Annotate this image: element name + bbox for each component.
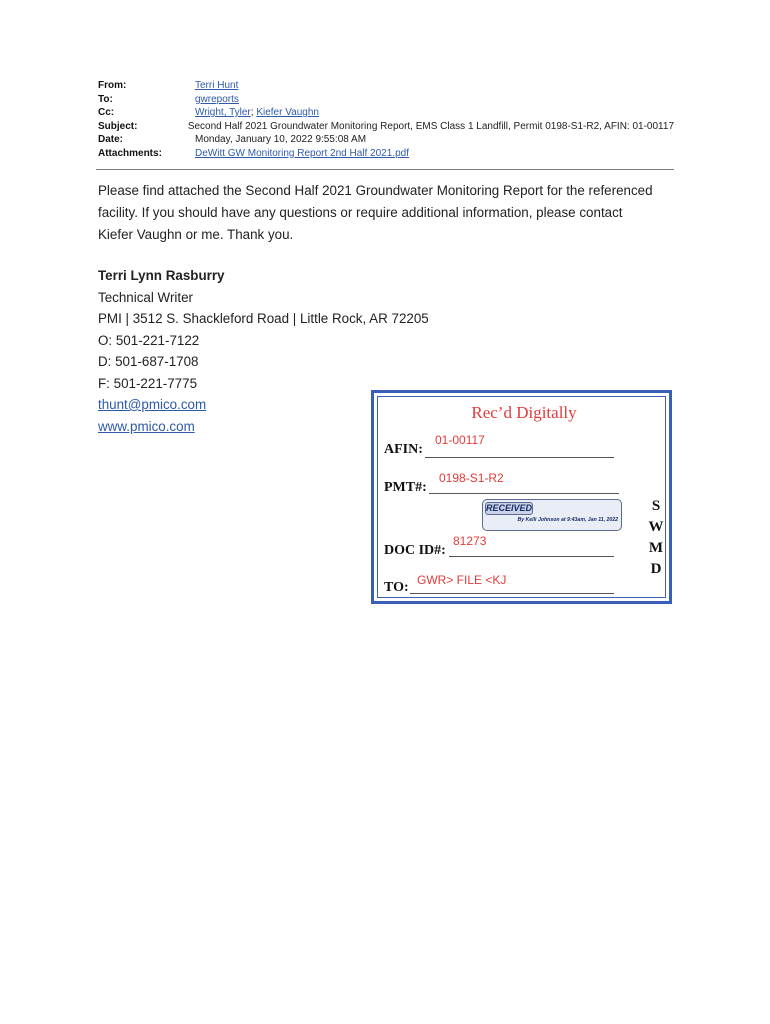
from-label: From: [98,80,127,91]
docid-label: DOC ID#: [384,543,446,558]
from-row [98,79,674,93]
signature-office-phone: O: 501-221-7122 [98,332,200,348]
attachments-label: Attachments: [98,147,162,159]
to-value[interactable]: gwreports [195,93,239,105]
signature-address: PMI | 3512 S. Shackleford Road | Little Rock, AR 72205 [98,311,429,326]
signature-email-link[interactable]: thunt@pmico.com [98,397,207,412]
signature-fax: F: 501-221-7775 [98,375,198,391]
afin-label: AFIN: [384,442,423,457]
to-line [410,593,614,594]
cc-separator: ; [250,107,257,118]
signature-direct-phone: D: 501-687-1708 [98,354,199,369]
afin-line [425,457,614,458]
signature-name: Terri Lynn Rasburry [98,268,225,283]
pmt-label: PMT#: [384,480,427,495]
attachments-row [98,147,674,161]
cc-value-2[interactable]: Kiefer Vaughn [256,107,319,118]
body-line-3: Kiefer Vaughn or me. Thank you. [98,227,294,242]
subject-row [98,120,674,134]
afin-value: 01-00117 [435,433,485,447]
swmd-letter-d: D [650,561,662,577]
email-body [98,180,678,246]
stamp-inner-border [377,396,666,598]
attachment-link[interactable]: DeWitt GW Monitoring Report 2nd Half 2021.pdf [195,147,409,159]
to-row [98,93,674,107]
received-badge [482,499,622,531]
swmd-letter-s: S [651,498,661,514]
pmt-line [429,493,619,494]
subject-label: Subject: [98,120,138,132]
received-by: By Kelli Johnson at 9:43am, Jan 11, 2022 [517,517,618,523]
pmt-value: 0198-S1-R2 [439,471,504,485]
to-label-stamp: TO: [384,580,409,595]
cc-row [98,106,674,120]
header-divider [96,169,674,170]
date-value: Monday, January 10, 2022 9:55:08 AM [195,134,367,145]
docid-value: 81273 [453,534,487,548]
to-label: To: [98,93,113,105]
to-value-stamp: GWR> FILE <KJ [417,573,507,587]
signature-title: Technical Writer [98,289,194,305]
body-line-1: Please find attached the Second Half 2021 Groundwater Monitoring Report for the referenced [98,183,653,198]
from-value[interactable]: Terri Hunt [195,80,239,91]
signature-website-link[interactable]: www.pmico.com [98,418,195,434]
email-header [98,79,674,160]
date-label: Date: [98,134,124,145]
body-line-2: facility. If you should have any questions or require additional information, please contact [98,205,623,220]
docid-line [449,556,614,557]
received-stamp [371,390,672,604]
cc-value-1[interactable]: Wright, Tyler [195,107,251,118]
received-label: RECEIVED [486,503,533,513]
cc-label: Cc: [98,107,115,118]
date-row [98,133,674,147]
swmd-vertical-label [648,496,664,580]
subject-value: Second Half 2021 Groundwater Monitoring Report, EMS Class 1 Landfill, Permit 0198-S1-R2, AFIN: 01-00117 [187,120,674,132]
stamp-title: Rec’d Digitally [471,403,577,422]
swmd-letter-w: W [648,519,664,535]
swmd-letter-m: M [648,540,664,556]
